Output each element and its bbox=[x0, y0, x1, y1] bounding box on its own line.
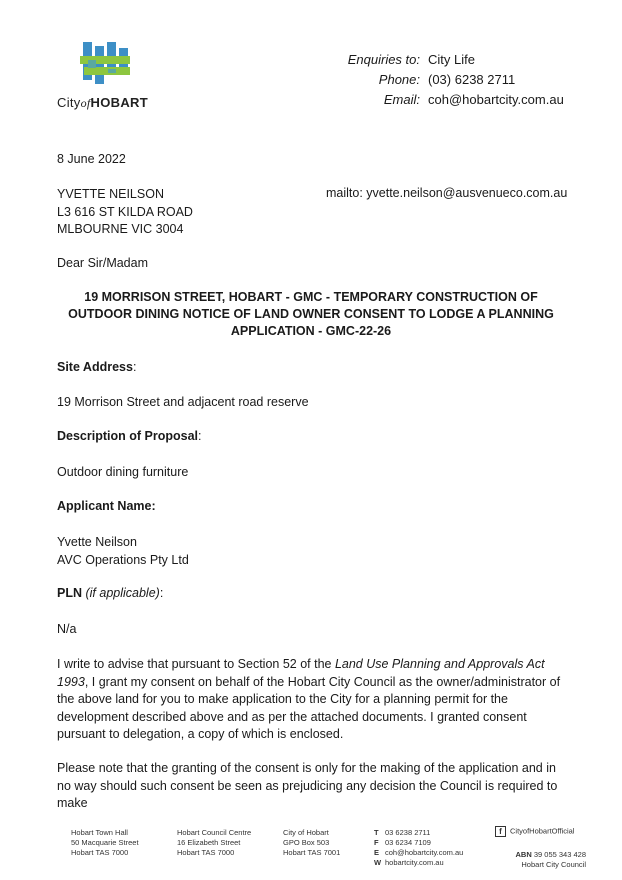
footer-email-letter: E bbox=[374, 848, 380, 857]
subject-heading bbox=[57, 289, 565, 340]
logo-city: City bbox=[57, 95, 81, 110]
enquiries-label: Enquiries to: bbox=[347, 52, 420, 67]
footer-contacts bbox=[374, 828, 463, 868]
email-label: Email: bbox=[383, 92, 420, 107]
pln-label bbox=[57, 586, 163, 600]
footer-col2-line2: 16 Elizabeth Street bbox=[177, 838, 241, 847]
recipient-mailto[interactable]: mailto: yvette.neilson@ausvenueco.com.au bbox=[326, 186, 568, 200]
footer-col2-line3: Hobart TAS 7000 bbox=[177, 848, 235, 857]
footer-col3-line1: City of Hobart bbox=[283, 828, 329, 837]
site-address-label bbox=[57, 360, 136, 374]
contact-values bbox=[428, 50, 564, 110]
site-address-value: 19 Morrison Street and adjacent road reserve bbox=[57, 395, 309, 409]
recipient-line1: L3 616 ST KILDA ROAD bbox=[57, 204, 193, 219]
footer-phone-letter: T bbox=[374, 828, 379, 837]
footer-web-value[interactable]: hobartcity.com.au bbox=[385, 858, 444, 867]
proposal-label bbox=[57, 429, 201, 443]
proposal-label-text: Description of Proposal bbox=[57, 429, 198, 443]
site-address-label-text: Site Address bbox=[57, 360, 133, 374]
proposal-colon: : bbox=[198, 429, 202, 443]
pln-label-text: PLN bbox=[57, 586, 82, 600]
footer-web-letter: W bbox=[374, 858, 382, 867]
site-address-colon: : bbox=[132, 360, 137, 374]
applicant-label-text: Applicant Name bbox=[57, 499, 152, 513]
footer-postal bbox=[283, 828, 340, 858]
applicant-value bbox=[57, 534, 189, 569]
applicant-company: AVC Operations Pty Ltd bbox=[57, 552, 189, 567]
subject-line-3: APPLICATION - GMC-22-26 bbox=[230, 324, 392, 338]
footer-fax-letter: F bbox=[374, 838, 379, 847]
logo-wordmark bbox=[57, 95, 148, 111]
contact-labels bbox=[320, 50, 420, 110]
recipient-address bbox=[57, 186, 193, 239]
para1-text-b: , I grant my consent on behalf of the Hobart City Council as the owner/administrator of the above land for you to make application to the City for a planning permit for the development described above and as per the attached documents. I granted consent pursuant to delegation, a copy of which is enclosed. bbox=[57, 674, 561, 741]
footer-col3-line3: Hobart TAS 7001 bbox=[283, 848, 341, 857]
proposal-value: Outdoor dining furniture bbox=[57, 465, 189, 479]
pln-colon: : bbox=[159, 586, 164, 600]
abn-label: ABN bbox=[515, 850, 532, 859]
logo-hobart: HOBART bbox=[90, 95, 148, 110]
applicant-colon: : bbox=[151, 499, 156, 513]
pln-value: N/a bbox=[57, 622, 77, 636]
footer-col3-line2: GPO Box 503 bbox=[283, 838, 330, 847]
recipient-line2: MLBOURNE VIC 3004 bbox=[57, 222, 184, 236]
phone-value: (03) 6238 2711 bbox=[428, 72, 516, 87]
footer-council-name: Hobart City Council bbox=[521, 860, 586, 869]
planning-act-title: Land Use Planning and Approvals Act 1993 bbox=[57, 657, 545, 689]
recipient-name: YVETTE NEILSON bbox=[57, 187, 164, 201]
footer-web[interactable] bbox=[374, 858, 463, 868]
phone-label: Phone: bbox=[378, 72, 420, 87]
pln-note: (if applicable) bbox=[85, 586, 160, 600]
footer-col1-line1: Hobart Town Hall bbox=[71, 828, 128, 837]
footer-email[interactable] bbox=[374, 848, 463, 858]
logo-of: of bbox=[80, 96, 91, 110]
footer-email-value[interactable]: coh@hobartcity.com.au bbox=[385, 848, 464, 857]
consent-paragraph bbox=[57, 656, 567, 744]
footer-town-hall bbox=[71, 828, 139, 858]
footer-facebook[interactable] bbox=[495, 826, 574, 837]
greeting: Dear Sir/Madam bbox=[57, 256, 148, 270]
footer-phone bbox=[374, 828, 463, 838]
footer-col2-line1: Hobart Council Centre bbox=[177, 828, 252, 837]
applicant-name: Yvette Neilson bbox=[57, 535, 137, 549]
facebook-handle[interactable]: CityofHobartOfficial bbox=[510, 826, 575, 836]
applicant-label bbox=[57, 499, 156, 513]
enquiries-value: City Life bbox=[428, 52, 475, 67]
footer-abn bbox=[495, 850, 586, 870]
footer-col1-line3: Hobart TAS 7000 bbox=[71, 848, 129, 857]
note-paragraph: Please note that the granting of the consent is only for the making of the application and in no way should such consent be seen as prejudicing any decision the Council is required to make bbox=[57, 761, 558, 810]
subject-line-2: OUTDOOR DINING NOTICE OF LAND OWNER CONSENT TO LODGE A PLANNING bbox=[68, 307, 554, 321]
para1-text-a: I write to advise that pursuant to Section 52 of the bbox=[57, 657, 335, 671]
footer-fax bbox=[374, 838, 463, 848]
abn-value: 39 055 343 428 bbox=[533, 850, 586, 859]
footer-council-centre bbox=[177, 828, 251, 858]
facebook-icon: f bbox=[495, 826, 506, 837]
email-value[interactable]: coh@hobartcity.com.au bbox=[428, 92, 564, 107]
footer-phone-value: 03 6238 2711 bbox=[385, 828, 431, 837]
footer-col1-line2: 50 Macquarie Street bbox=[71, 838, 139, 847]
letter-date: 8 June 2022 bbox=[57, 152, 126, 166]
footer-fax-value: 03 6234 7109 bbox=[385, 838, 431, 847]
subject-line-1: 19 MORRISON STREET, HOBART - GMC - TEMPORARY CONSTRUCTION OF bbox=[84, 290, 538, 304]
